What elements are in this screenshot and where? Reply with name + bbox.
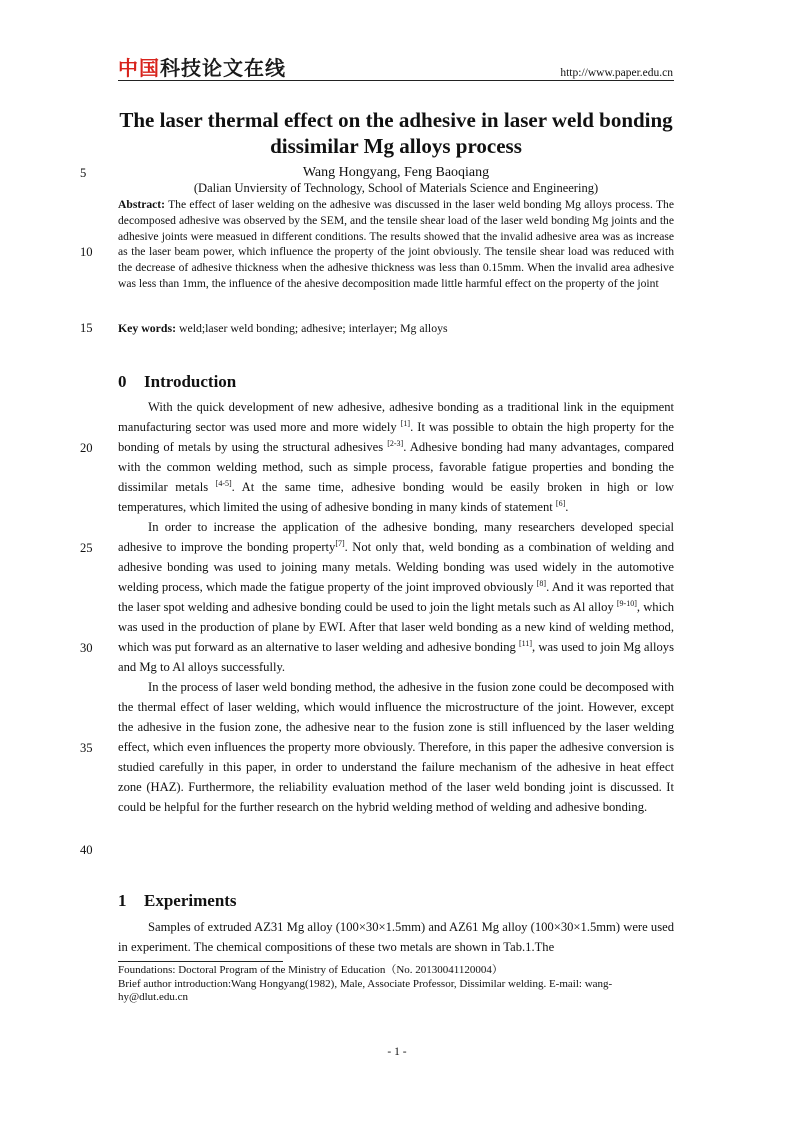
intro-paragraph-2: In order to increase the application of the adhesive bonding, many researchers developed special adhesive to improve the bonding property[7]. Not only that, weld bonding as a combination of welding and adhesive bonding was used to joining many metals. Welding bonding was used widely in the automotive welding process, which made the fatigue property of the joint improved obviously [8]. And it was reported that the laser spot welding and adhesive bonding could be used to join the light metals such as Al alloy [9-10], which was used in the production of plane by EWI. After that laser weld bonding as a new kind of welding method, which was put forward as an alternative to laser welding and adhesive bonding [11], was used to join Mg alloys and Mg to Al alloys successfully. — [118, 520, 675, 674]
journal-logo — [118, 56, 286, 80]
paper-authors: Wang Hongyang, Feng Baoqiang — [302, 165, 490, 180]
footnote-author: Brief author introduction:Wang Hongyang(1982), Male, Associate Professor, Dissimilar welding. E-mail: wang-hy@dlut.edu.cn — [118, 977, 613, 1003]
introduction-body — [118, 397, 674, 817]
line-number: 15 — [80, 321, 93, 335]
keywords — [118, 320, 674, 336]
citation[interactable]: [2-3] — [387, 439, 404, 448]
section-number: 0 — [118, 372, 127, 391]
header-rule — [118, 80, 674, 81]
logo-red-text: 中国 — [118, 56, 160, 80]
page-number: - 1 - — [387, 1046, 407, 1058]
citation[interactable]: [6] — [555, 499, 566, 508]
line-number: 30 — [80, 641, 93, 655]
section-heading-introduction — [118, 371, 236, 393]
abstract-text: The effect of laser welding on the adhesive was discussed in the laser weld bonding Mg alloys process. The decomposed adhesive was observed by the SEM, and the tensile shear load of the laser weld bonding Mg joints and the adhesive joints were measued in different conditions. The results showed that the invalid adhesive area was as increase as the laser beam power, which influence the property of the joint obviously. The tensile shear load was reduced with the decrease of adhesive thickness when the adhesive thickness was less than 0.15mm. When the invalid area adhesive was less than 1mm, the influence of the ahesive decomposition made little harmful effect on the property of the joint — [118, 198, 674, 290]
footnotes — [118, 964, 674, 1005]
line-number: 5 — [80, 166, 87, 180]
paper-title: The laser thermal effect on the adhesive in laser weld bonding dissimilar Mg alloys process — [119, 108, 673, 158]
line-number: 40 — [80, 843, 93, 857]
section-title: Experiments — [144, 891, 237, 910]
logo-dark-text: 科技论文在线 — [160, 56, 286, 80]
header-url[interactable]: http://www.paper.edu.cn — [560, 67, 673, 79]
citation[interactable]: [7] — [335, 539, 345, 548]
paper-affiliation: (Dalian Unviersity of Technology, School of Materials Science and Engineering) — [193, 181, 599, 195]
keywords-text: weld;laser weld bonding; adhesive; interlayer; Mg alloys — [176, 321, 448, 335]
line-number: 35 — [80, 741, 93, 755]
keywords-label: Key words: — [118, 321, 176, 335]
citation[interactable]: [8] — [536, 579, 547, 588]
section-heading-experiments — [118, 890, 237, 912]
section-number: 1 — [118, 891, 127, 910]
citation[interactable]: [9-10] — [616, 599, 637, 608]
abstract-label: Abstract: — [118, 198, 166, 211]
line-number: 10 — [80, 245, 93, 259]
footnote-rule — [118, 961, 283, 962]
citation[interactable]: [11] — [519, 639, 533, 648]
experiments-body — [118, 917, 674, 957]
abstract — [118, 197, 674, 292]
line-number: 25 — [80, 541, 93, 555]
line-number: 20 — [80, 441, 93, 455]
footnote-foundation: Foundations: Doctoral Program of the Ministry of Education（No. 20130041120004） — [118, 964, 503, 976]
intro-paragraph-3: In the process of laser weld bonding method, the adhesive in the fusion zone could be decomposed with the thermal effect of laser welding, which would influence the microstructure of the joint. However, except the adhesive in the fusion zone, the adhesive near to the fusion zone is still influenced by the laser welding effect, which even influences the property more obviously. Therefore, in this paper the adhesive conversion is studied carefully in this paper, in order to understand the failure mechanism of the adhesive in heat effect zone (HAZ). Furthermore, the reliability evaluation method of the laser weld bonding joint is discussed. It could be helpful for the further research on the hybrid welding method of welding and adhesive bonding. — [118, 680, 674, 814]
experiments-paragraph-1: Samples of extruded AZ31 Mg alloy (100×30×1.5mm) and AZ61 Mg alloy (100×30×1.5mm) were used in experiment. The chemical compositions of these two metals are shown in Tab.1.The — [118, 920, 674, 954]
intro-paragraph-1: With the quick development of new adhesive, adhesive bonding as a traditional link in the equipment manufacturing sector was used more and more widely [1]. It was possible to obtain the high property for the bonding of metals by using the structural adhesives [2-3]. Adhesive bonding had many advantages, compared with the common welding method, such as simple process, favorable fatigue properties and bonding the dissimilar metals [4-5]. At the same time, adhesive bonding would be easily broken in high or low temperatures, which limited the using of adhesive bonding in many kinds of statement [6]. — [118, 400, 674, 514]
section-title: Introduction — [144, 372, 237, 391]
citation[interactable]: [4-5] — [215, 479, 232, 488]
citation[interactable]: [1] — [400, 419, 411, 428]
